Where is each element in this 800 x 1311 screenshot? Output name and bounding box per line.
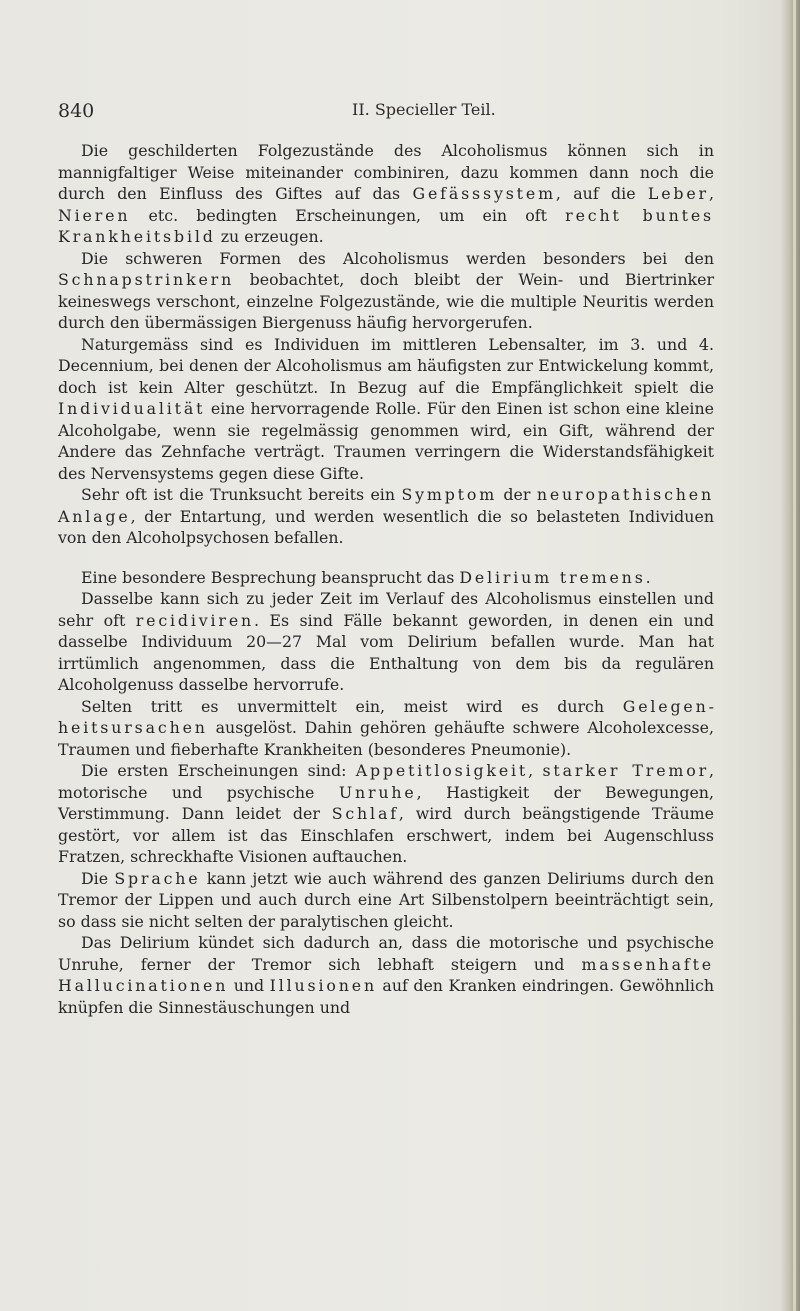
spaced-emphasis: Individualität <box>58 399 206 418</box>
text-run: , auf die <box>555 184 648 203</box>
section-title: II. Specieller Teil. <box>352 100 496 119</box>
paragraph-hallucinations <box>58 932 714 1018</box>
spaced-emphasis: neuropathischen Anlage <box>58 485 715 526</box>
spaced-emphasis: Appetitlosigkeit <box>355 761 529 780</box>
text-run: , der Entartung, und werden wesentlich die so belasteten Individuen von den Alcoholpsychosen befallen. <box>58 506 714 547</box>
paragraph-severe-forms <box>58 248 714 334</box>
spaced-emphasis: Symptom <box>401 485 498 504</box>
spaced-emphasis: Unruhe <box>338 782 417 802</box>
spaced-emphasis: recht buntes Krankheitsbild <box>58 205 715 246</box>
spaced-emphasis: Delirium tremens <box>459 567 646 587</box>
spaced-emphasis: Schlaf <box>331 804 399 823</box>
text-run: auf den Kranken eindringen. Gewöhnlich knüpfen die Sinnestäuschungen und <box>58 976 715 1017</box>
text-run: und <box>228 976 270 995</box>
paragraph-first-symptoms <box>58 760 714 868</box>
text-run: Dasselbe kann sich zu jeder Zeit im Verlauf des Alcoholismus einstellen und sehr oft <box>58 589 714 630</box>
text-run: Die geschilderten Folgezustände des Alcoholismus können sich in mannigfaltiger Weise miteinander combiniren, dazu kommen dann noch die durch den Einfluss des Giftes auf das <box>58 141 714 203</box>
section-gap <box>58 549 714 567</box>
text-run: . <box>645 567 651 587</box>
text-run: beobachtet, doch bleibt der Wein- und Biertrinker keineswegs verschont, einzelne Folgezustände, wie die multiple Neuritis werden durch den übermässigen Biergenuss häufig hervorgerufen. <box>58 270 714 332</box>
paragraph-age-individuality <box>58 334 714 485</box>
text-run: , <box>528 761 543 780</box>
spaced-emphasis: Illusionen <box>269 976 377 995</box>
page-edge-shadow <box>780 0 800 1311</box>
text-run: Selten tritt es unvermittelt ein, meist wird es durch <box>81 696 623 716</box>
page-number: 840 <box>58 100 95 122</box>
spaced-emphasis: recidiviren <box>135 610 255 630</box>
text-run: , <box>708 184 714 203</box>
paragraph-delirium-heading <box>58 567 714 589</box>
text-run: , Hastigkeit der Bewegungen, Verstimmung. Dann leidet der <box>58 782 714 823</box>
spaced-emphasis: starker Tremor <box>542 761 709 780</box>
page-edge-highlight <box>793 0 796 1311</box>
text-run: Das Delirium kündet sich dadurch an, dass die motorische und psychische Unruhe, ferner der Tremor sich lebhaft steigern und <box>58 933 714 974</box>
text-run: Die schweren Formen des Alcoholismus werden besonders bei den <box>81 248 714 268</box>
text-run: Naturgemäss sind es Individuen im mittleren Lebensalter, im 3. und 4. Decennium, bei denen der Alcoholismus am häufigsten zur Entwickelung kommt, doch ist kein Alter geschützt. In Bezug auf die Empfänglichkeit spielt die <box>58 334 714 397</box>
text-run: , wird durch beängstigende Träume gestört, vor allem ist das Einschlafen erschwert, indem bei Augenschluss Fratzen, schreckhafte Visionen auftauchen. <box>58 804 714 866</box>
text-run: Sehr oft ist die Trunksucht bereits ein <box>81 485 402 504</box>
text-run: etc. bedingten Erscheinungen, um ein oft <box>130 205 566 225</box>
text-run: ausgelöst. Dahin gehören gehäufte schwere Alcoholexcesse, Traumen und fieberhafte Krankheiten (besonderes Pneumonie). <box>58 718 714 759</box>
spaced-emphasis: Sprache <box>114 868 201 888</box>
text-run: Eine besondere Besprechung beansprucht das <box>81 567 460 587</box>
body-text <box>58 140 714 1018</box>
paragraph-speech <box>58 868 714 933</box>
paragraph-occasional-causes <box>58 696 714 761</box>
running-head <box>58 100 698 128</box>
text-run: Die ersten Erscheinungen sind: <box>81 761 356 780</box>
text-run: . Es sind Fälle bekannt geworden, in denen ein und dasselbe Individuum 20—27 Mal vom Delirium befallen wurde. Man hat irrtümlich angenommen, dass die Enthaltung von dem bis da regulären Alcoholgenuss dasselbe hervorrufe. <box>58 610 714 694</box>
spaced-emphasis: Schnapstrinkern <box>58 270 235 289</box>
text-run: eine hervorragende Rolle. Für den Einen ist schon eine kleine Alcoholgabe, wenn sie regelmässig genommen wird, ein Gift, während der Andere das Zehnfache verträgt. Traumen verringern die Widerstandsfähigkeit des Nervensystems gegen diese Gifte. <box>58 399 714 483</box>
text-run: zu erzeugen. <box>215 227 324 246</box>
paragraph-symptom <box>58 484 714 549</box>
spaced-emphasis: Gelegenheitsursachen <box>58 696 714 737</box>
text-run: der <box>497 485 537 504</box>
paragraph-consequences <box>58 140 714 248</box>
spaced-emphasis: Leber <box>647 184 709 203</box>
spaced-emphasis: massenhafte Hallucinationen <box>58 954 714 995</box>
spaced-emphasis: Nieren <box>58 205 131 225</box>
paragraph-recidivism <box>58 588 714 696</box>
text-run: , motorische und psychische <box>58 761 714 802</box>
text-run: kann jetzt wie auch während des ganzen Deliriums durch den Tremor der Lippen und auch durch eine Art Silbenstolpern beeinträchtigt sein, so dass sie nicht selten der paralytischen gleicht. <box>58 868 714 931</box>
text-run: Die <box>81 868 115 888</box>
spaced-emphasis: Gefässsystem <box>412 184 556 203</box>
